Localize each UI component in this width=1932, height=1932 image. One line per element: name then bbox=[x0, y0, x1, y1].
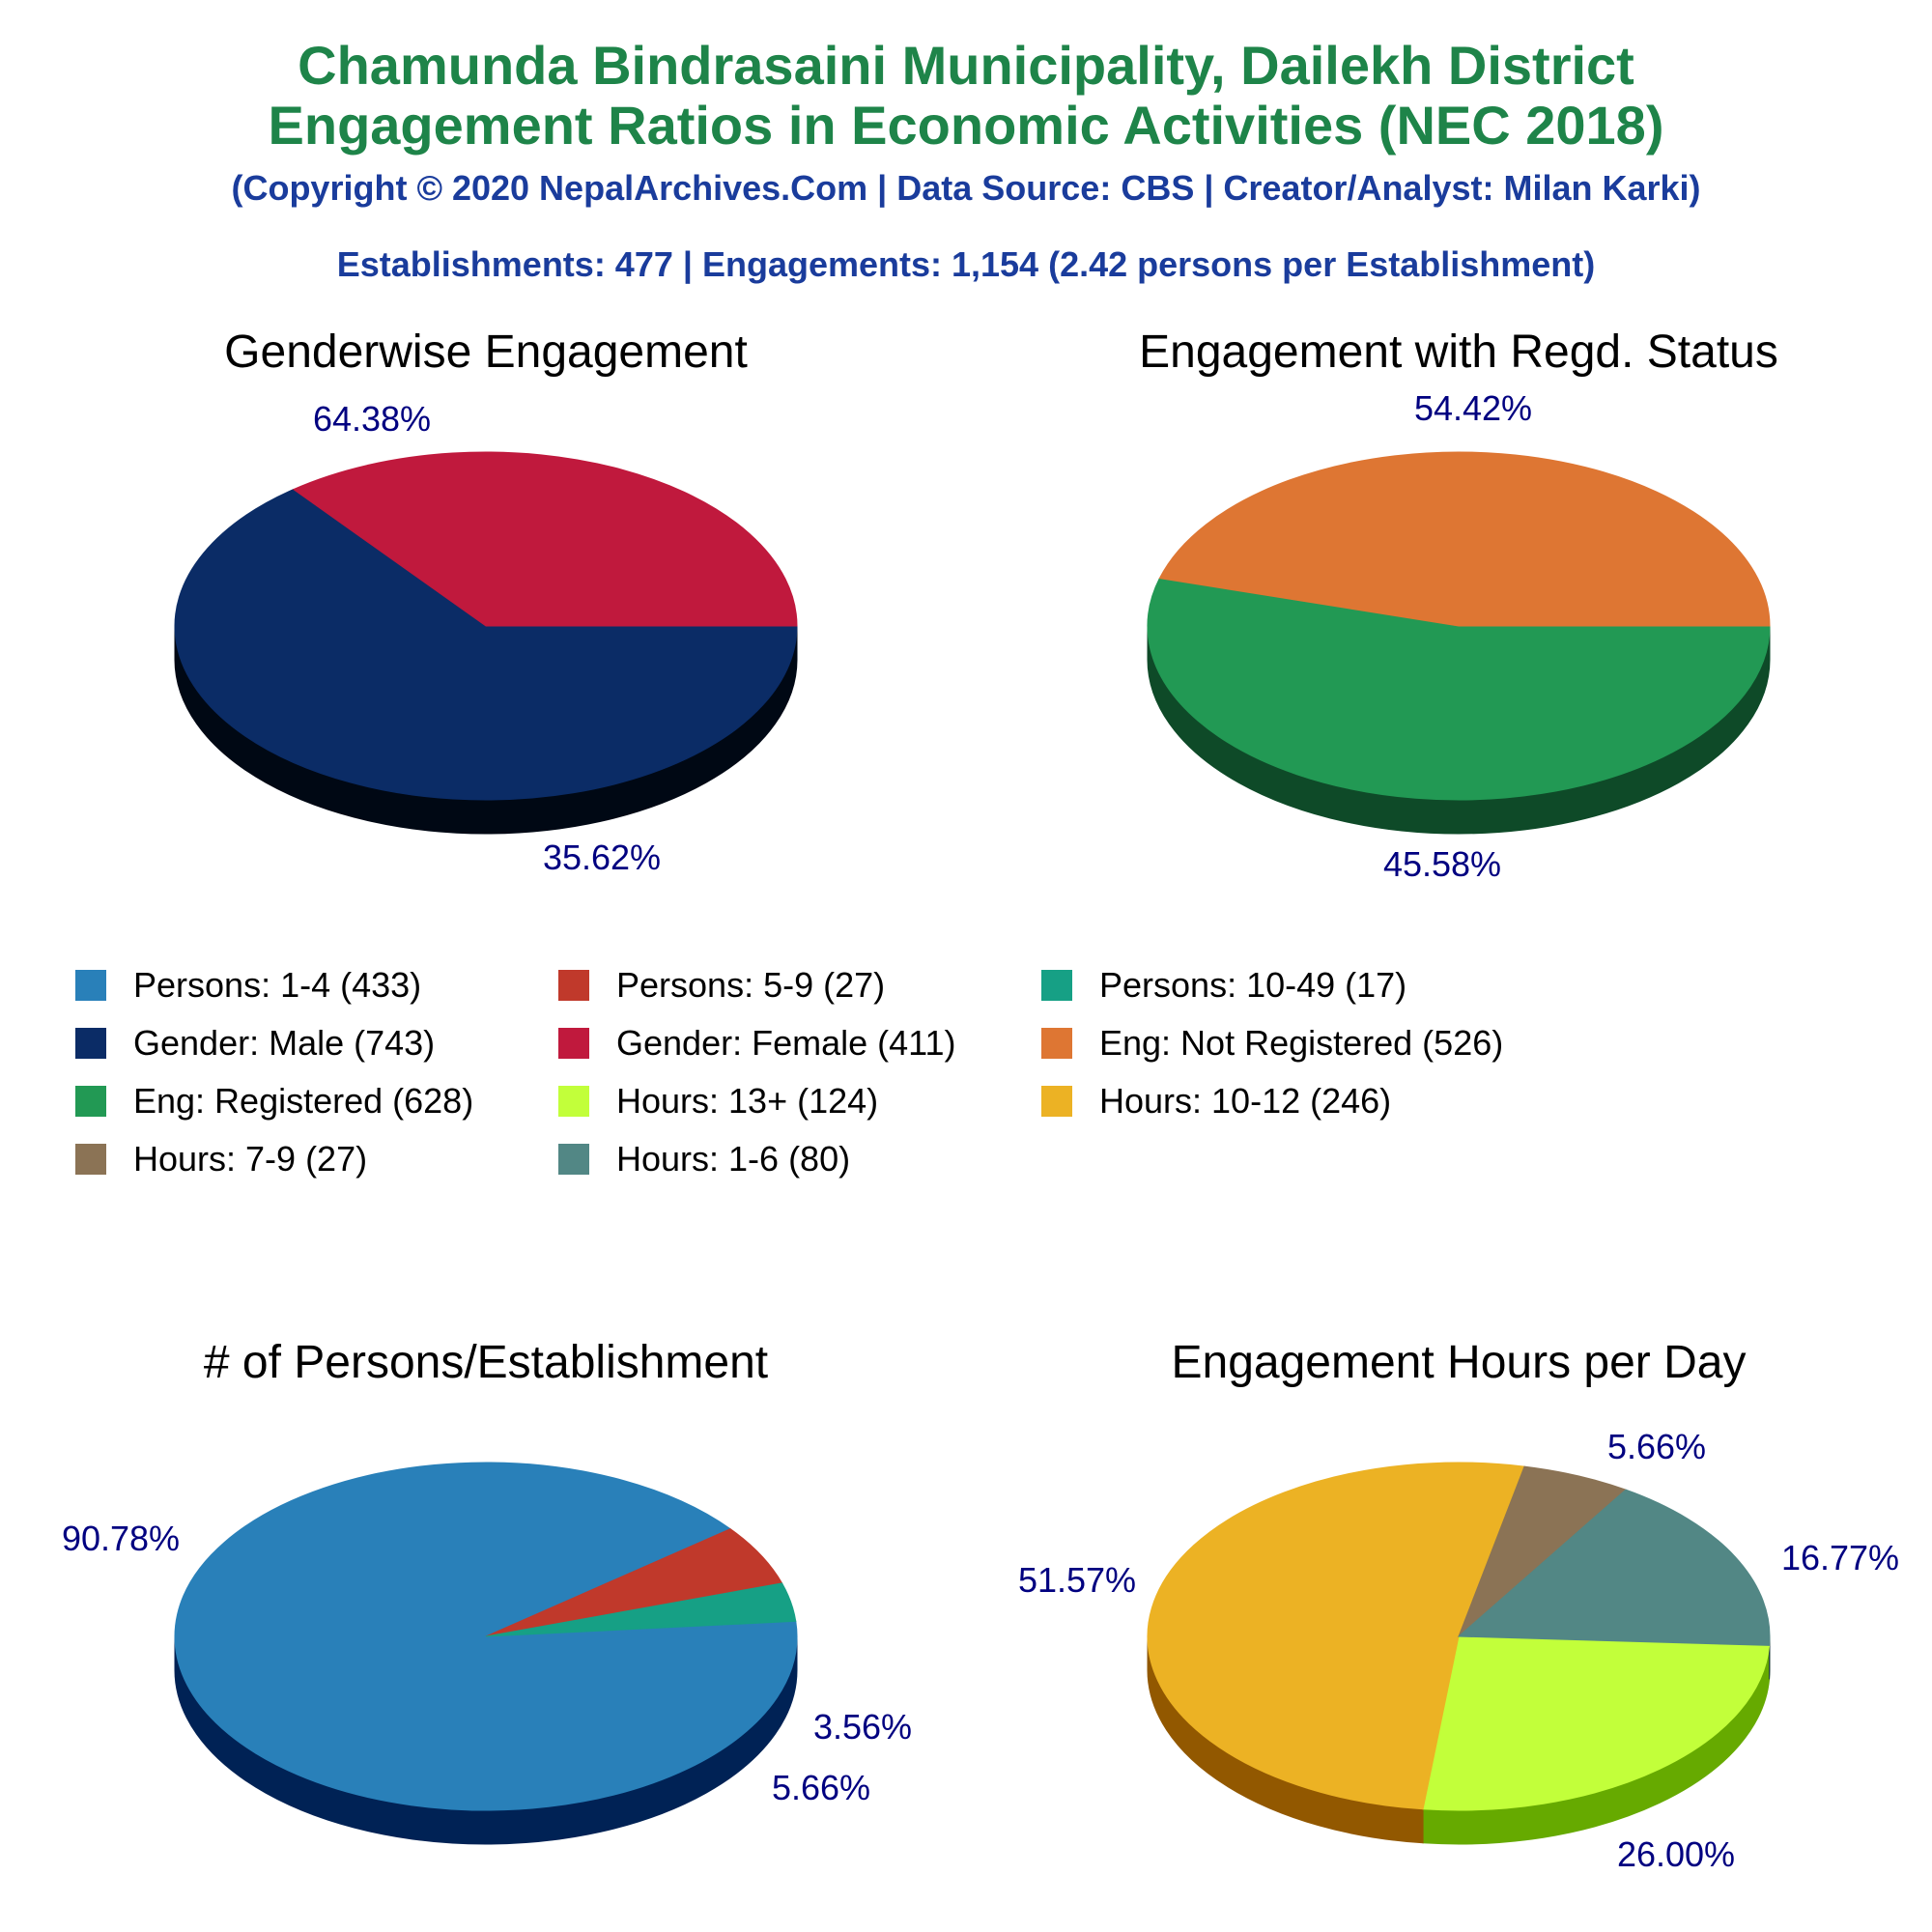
legend-swatch bbox=[558, 1028, 589, 1059]
pie-percent-label: 64.38% bbox=[312, 399, 432, 439]
legend-label: Hours: 1-6 (80) bbox=[616, 1139, 851, 1179]
pie-title: Engagement with Regd. Status bbox=[1139, 327, 1778, 378]
pie-percent-label: 51.57% bbox=[1017, 1560, 1137, 1600]
legend-label: Persons: 1-4 (433) bbox=[133, 965, 422, 1005]
legend-swatch bbox=[75, 1028, 106, 1059]
legend-item bbox=[1041, 1024, 1503, 1063]
pie-title: Engagement Hours per Day bbox=[1171, 1337, 1747, 1388]
pie-slice bbox=[1423, 1636, 1769, 1810]
legend-item bbox=[75, 966, 421, 1005]
legend-swatch bbox=[558, 1144, 589, 1175]
pie-percent-label: 26.00% bbox=[1616, 1834, 1736, 1874]
legend-swatch bbox=[558, 970, 589, 1001]
pie-percent-label: 16.77% bbox=[1780, 1538, 1900, 1577]
legend-label: Persons: 10-49 (17) bbox=[1099, 965, 1407, 1005]
legend-swatch bbox=[1041, 1028, 1072, 1059]
pie-percent-label: 90.78% bbox=[61, 1519, 181, 1558]
pie-percent-label: 5.66% bbox=[771, 1768, 871, 1807]
legend-item bbox=[558, 1140, 850, 1179]
legend-item bbox=[1041, 966, 1406, 1005]
legend-swatch bbox=[1041, 970, 1072, 1001]
legend-label: Hours: 7-9 (27) bbox=[133, 1139, 368, 1179]
pie-percent-label: 35.62% bbox=[542, 838, 662, 877]
legend-item bbox=[558, 1024, 956, 1063]
legend-label: Eng: Registered (628) bbox=[133, 1081, 474, 1121]
legend-swatch bbox=[75, 1144, 106, 1175]
pie-title: Genderwise Engagement bbox=[224, 327, 748, 378]
legend-label: Gender: Male (743) bbox=[133, 1023, 436, 1063]
legend-item bbox=[75, 1082, 473, 1121]
chart-title-line2: Engagement Ratios in Economic Activities (NEC 2018) bbox=[268, 95, 1664, 156]
legend-label: Hours: 13+ (124) bbox=[616, 1081, 879, 1121]
legend-swatch bbox=[75, 970, 106, 1001]
copyright-line: (Copyright © 2020 NepalArchives.Com | Data Source: CBS | Creator/Analyst: Milan Karki) bbox=[231, 168, 1701, 208]
legend-item bbox=[75, 1024, 435, 1063]
legend-item bbox=[558, 1082, 878, 1121]
pie-title: # of Persons/Establishment bbox=[203, 1337, 769, 1388]
pie-percent-label: 54.42% bbox=[1413, 388, 1533, 428]
chart-title-line1: Chamunda Bindrasaini Municipality, Dailekh District bbox=[298, 35, 1634, 96]
legend-swatch bbox=[558, 1086, 589, 1117]
legend-item bbox=[558, 966, 885, 1005]
legend-swatch bbox=[75, 1086, 106, 1117]
legend-item bbox=[75, 1140, 367, 1179]
pie-percent-label: 5.66% bbox=[1606, 1427, 1707, 1466]
legend-label: Persons: 5-9 (27) bbox=[616, 965, 886, 1005]
legend-item bbox=[1041, 1082, 1391, 1121]
legend-label: Eng: Not Registered (526) bbox=[1099, 1023, 1504, 1063]
pie-percent-label: 45.58% bbox=[1382, 844, 1502, 884]
legend-swatch bbox=[1041, 1086, 1072, 1117]
summary-line: Establishments: 477 | Engagements: 1,154 (2.42 persons per Establishment) bbox=[336, 244, 1596, 284]
legend-label: Gender: Female (411) bbox=[616, 1023, 956, 1063]
pie-percent-label: 3.56% bbox=[812, 1707, 913, 1747]
legend-label: Hours: 10-12 (246) bbox=[1099, 1081, 1392, 1121]
